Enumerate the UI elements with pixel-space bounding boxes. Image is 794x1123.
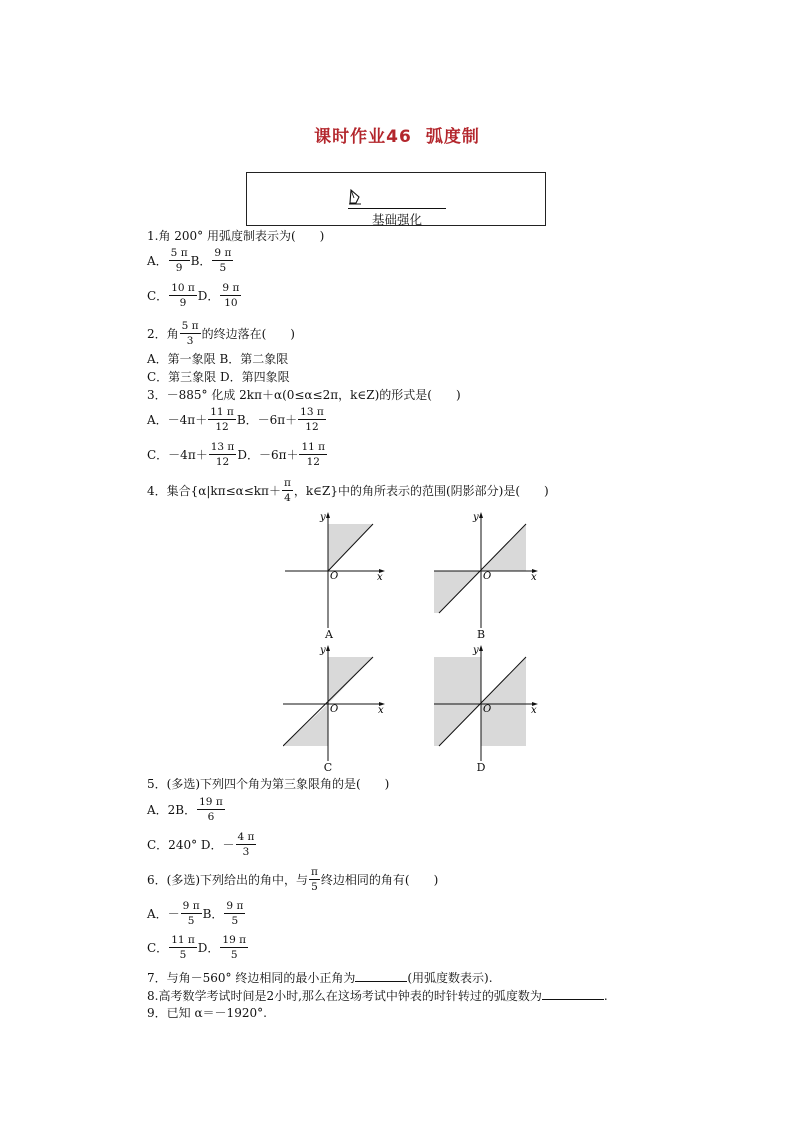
q3-options-cd [147, 441, 328, 468]
graph-a-origin: O [330, 571, 339, 582]
q6-b-num: 9 π [226, 900, 244, 912]
q2-post: 的终边落在( ) [201, 327, 295, 341]
q6-c-frac [169, 934, 197, 961]
q2-pre: 2．角 [147, 327, 179, 341]
q6-frac [309, 866, 320, 893]
q3-d-den: 12 [306, 456, 320, 468]
graph-c-origin: O [330, 704, 339, 715]
q5-b-frac [197, 796, 225, 823]
q6-post: 终边相同的角有( ) [320, 873, 439, 887]
q1-a-num: 5 π [170, 247, 188, 259]
graph-d-label: D [476, 761, 486, 774]
q7-post: (用弧度数表示). [407, 971, 493, 985]
q3-b-num: 13 π [300, 406, 324, 418]
q2-options-cd: C．第三象限 D．第四象限 [147, 370, 290, 384]
q3-options-ab [147, 406, 327, 433]
section-label: 基础强化 [371, 212, 422, 227]
graph-a [285, 512, 385, 628]
q6-a-frac [181, 900, 202, 927]
q5-c-text: C．240° D．－ [147, 838, 235, 852]
graph-b-label: B [476, 628, 486, 641]
q1-b-frac [212, 247, 233, 274]
q7-answer-blank[interactable] [355, 970, 407, 982]
q6-c-prefix: C． [147, 941, 169, 955]
q3-d-frac [299, 441, 327, 468]
q1-a-prefix: A． [147, 254, 168, 268]
q5-a-text: A．2B． [147, 803, 197, 817]
section-box [246, 172, 546, 226]
page-title [0, 122, 794, 147]
q4-post: ，k∈Z}中的角所表示的范围(阴影部分)是( ) [293, 484, 549, 498]
q3-a-den: 12 [215, 421, 229, 433]
q1-b-prefix: B． [190, 254, 212, 268]
q6-d-frac [220, 934, 248, 961]
graph-a-y-label: y [320, 512, 326, 523]
q6-options-cd [147, 934, 249, 961]
q5-options-ab [147, 796, 226, 823]
q2-num: 5 π [181, 320, 199, 332]
q6-options-ab [147, 900, 246, 927]
q4-den: 4 [284, 492, 291, 504]
q3-a-frac [208, 406, 236, 433]
q5-d-den: 3 [242, 846, 250, 858]
q3-b-den: 12 [305, 421, 319, 433]
q5-stem: 5．(多选)下列四个角为第三象限角的是( ) [147, 777, 390, 791]
q6-d-num: 19 π [222, 934, 247, 946]
title-main: 课时作业46 [314, 127, 412, 147]
q3-c-den: 12 [215, 456, 230, 468]
q1-c-den: 9 [179, 297, 187, 309]
graph-d-origin: O [483, 704, 492, 715]
graph-c-x-label: x [378, 705, 384, 716]
q8-post: . [603, 989, 608, 1003]
q5-d-num: 4 π [237, 831, 255, 843]
q3-c-prefix: C．－4π＋ [147, 448, 208, 462]
q5-options-cd [147, 831, 257, 858]
graph-d-shade-right [481, 657, 526, 746]
graph-c-label: C [323, 761, 333, 774]
q3-b-prefix: B．－6π＋ [236, 413, 298, 427]
q6-a-num: 9 π [182, 900, 200, 912]
q1-d-den: 10 [224, 297, 238, 309]
q7 [147, 970, 493, 986]
q5-d-frac [236, 831, 257, 858]
pen-icon [348, 189, 362, 205]
q1-a-frac [169, 247, 190, 274]
q4-pre: 4．集合{α|kπ≤α≤kπ＋ [147, 484, 281, 498]
q8 [147, 988, 608, 1004]
q1-stem: 1.角 200° 用弧度制表示为( ) [147, 229, 325, 243]
q1-c-frac [169, 282, 197, 309]
q3-c-frac [209, 441, 237, 468]
q2-stem [147, 320, 295, 347]
q1-b-den: 5 [219, 262, 227, 274]
q6-den: 5 [311, 881, 318, 893]
q3-b-frac [298, 406, 326, 433]
graph-a-label: A [325, 628, 333, 641]
q6-c-den: 5 [179, 949, 187, 961]
graph-c [283, 645, 387, 761]
q6-a-den: 5 [187, 915, 195, 927]
q3-d-prefix: D．－6π＋ [237, 448, 299, 462]
q1-b-num: 9 π [214, 247, 232, 259]
q1-options-ab [147, 247, 234, 274]
q6-b-den: 5 [231, 915, 239, 927]
graph-d [434, 645, 542, 761]
q6-c-num: 11 π [171, 934, 195, 946]
q4-stem [147, 477, 549, 504]
graph-c-y-label: y [320, 645, 326, 656]
q5-b-den: 6 [207, 811, 215, 823]
graph-b-origin: O [483, 571, 492, 582]
graph-b-x-label: x [531, 572, 537, 583]
q6-d-prefix: D． [197, 941, 220, 955]
graph-d-x-label: x [531, 705, 537, 716]
graph-d-shade-left [434, 657, 481, 746]
q3-c-num: 13 π [210, 441, 235, 453]
q8-pre: 8.高考数学考试时间是2小时,那么在这场考试中钟表的时针转过的弧度数为 [147, 989, 542, 1003]
q1-c-num: 10 π [171, 282, 195, 294]
q4-num: π [283, 477, 291, 489]
q4-frac [282, 477, 293, 504]
q3-a-num: 11 π [210, 406, 234, 418]
q7-pre: 7．与角－560° 终边相同的最小正角为 [147, 971, 356, 985]
q5-b-num: 19 π [199, 796, 223, 808]
q2-frac [180, 320, 201, 347]
graph-b [434, 512, 542, 628]
graph-b-y-label: y [473, 512, 479, 523]
q2-den: 3 [186, 335, 194, 347]
q1-d-num: 9 π [222, 282, 240, 294]
q1-options-cd [147, 282, 242, 309]
graph-d-y-label: y [473, 645, 479, 656]
q6-d-den: 5 [230, 949, 238, 961]
section-underline [348, 208, 446, 209]
q6-stem [147, 866, 438, 893]
q1-d-frac [220, 282, 241, 309]
q1-c-prefix: C． [147, 289, 169, 303]
graph-a-x-label: x [377, 572, 383, 583]
q6-pre: 6．(多选)下列给出的角中，与 [147, 873, 308, 887]
q9: 9．已知 α＝－1920°. [147, 1006, 267, 1020]
q6-b-frac [224, 900, 245, 927]
q2-options-ab: A．第一象限 B．第二象限 [147, 352, 289, 366]
q8-answer-blank[interactable] [542, 988, 604, 1000]
q3-d-num: 11 π [301, 441, 326, 453]
q3-a-prefix: A．－4π＋ [147, 413, 208, 427]
q6-num: π [311, 866, 318, 878]
q1-a-den: 9 [175, 262, 183, 274]
q6-a-prefix: A．－ [147, 907, 180, 921]
q1-d-prefix: D． [197, 289, 220, 303]
title-sub: 弧度制 [425, 127, 480, 147]
q3-stem: 3．－885° 化成 2kπ＋α(0≤α≤2π，k∈Z)的形式是( ) [147, 388, 461, 402]
q6-b-prefix: B． [202, 907, 224, 921]
